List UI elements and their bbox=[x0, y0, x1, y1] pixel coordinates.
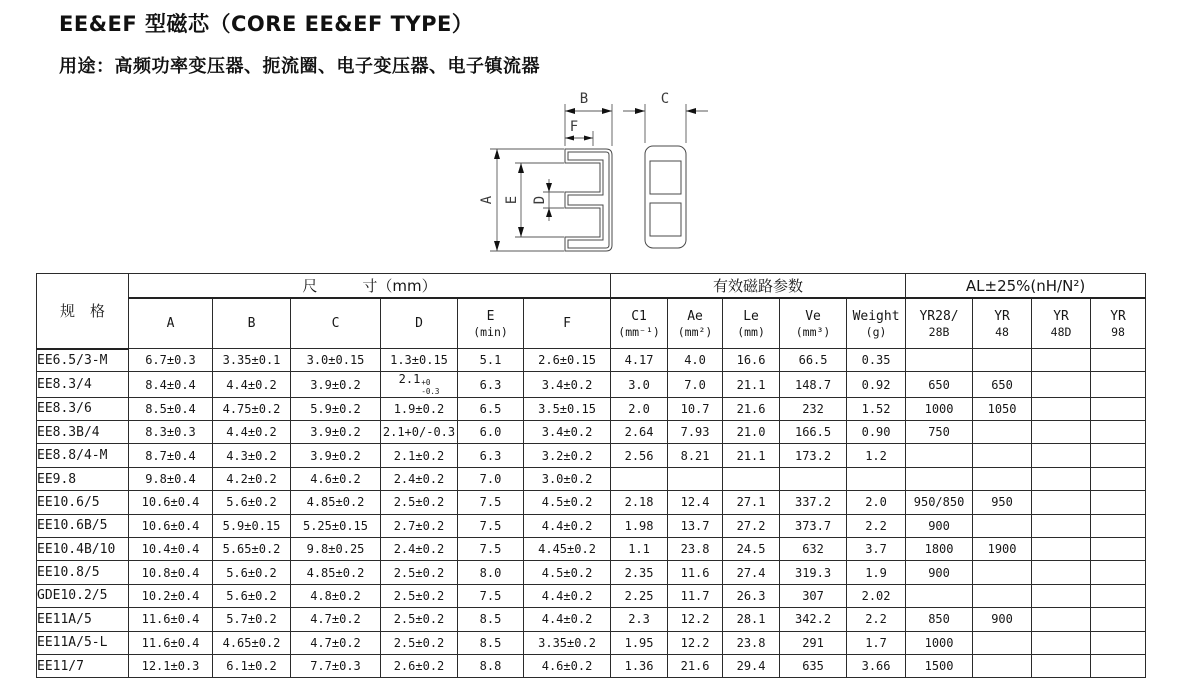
value-cell: 2.4±0.2 bbox=[381, 467, 458, 490]
value-cell: 3.7 bbox=[847, 537, 906, 560]
value-cell bbox=[611, 467, 668, 490]
col-header-f: F bbox=[524, 298, 611, 349]
col-header-yr48d: YR 48D bbox=[1032, 298, 1091, 349]
table-sub-header-row bbox=[37, 298, 1146, 349]
value-cell bbox=[906, 444, 973, 467]
value-cell: 1.9±0.2 bbox=[381, 397, 458, 420]
value-cell: 3.0±0.15 bbox=[291, 349, 381, 372]
value-cell: 10.2±0.4 bbox=[129, 584, 213, 607]
value-cell bbox=[1032, 537, 1091, 560]
value-cell: 6.5 bbox=[458, 397, 524, 420]
value-cell bbox=[973, 631, 1032, 654]
value-cell bbox=[1091, 537, 1146, 560]
value-cell bbox=[1091, 491, 1146, 514]
value-cell: 12.4 bbox=[668, 491, 723, 514]
value-cell: 4.7±0.2 bbox=[291, 631, 381, 654]
value-cell: 1.36 bbox=[611, 654, 668, 677]
value-cell: 337.2 bbox=[780, 491, 847, 514]
value-cell: 1800 bbox=[906, 537, 973, 560]
spec-name-cell: EE8.8/4-M bbox=[37, 444, 129, 467]
value-cell: 8.8 bbox=[458, 654, 524, 677]
value-cell: 3.0 bbox=[611, 372, 668, 397]
table-row bbox=[37, 349, 1146, 372]
value-cell bbox=[1091, 349, 1146, 372]
dim-label-b: B bbox=[579, 91, 589, 107]
value-cell bbox=[1032, 584, 1091, 607]
table-row bbox=[37, 372, 1146, 397]
spec-name-cell: GDE10.2/5 bbox=[37, 584, 129, 607]
value-cell bbox=[1091, 514, 1146, 537]
value-cell: 10.6±0.4 bbox=[129, 491, 213, 514]
value-cell bbox=[1032, 421, 1091, 444]
value-cell bbox=[1091, 372, 1146, 397]
value-cell bbox=[1091, 444, 1146, 467]
value-cell: 4.65±0.2 bbox=[213, 631, 291, 654]
value-cell bbox=[1091, 584, 1146, 607]
group-header-magnetic: 有效磁路参数 bbox=[611, 274, 906, 299]
table-row bbox=[37, 537, 1146, 560]
value-cell: 1500 bbox=[906, 654, 973, 677]
value-cell: 8.21 bbox=[668, 444, 723, 467]
value-cell: 5.1 bbox=[458, 349, 524, 372]
value-cell: 6.3 bbox=[458, 372, 524, 397]
dim-label-e: E bbox=[504, 195, 520, 205]
value-cell: 4.4±0.2 bbox=[213, 372, 291, 397]
value-cell: 21.0 bbox=[723, 421, 780, 444]
value-cell bbox=[906, 349, 973, 372]
value-cell: 8.0 bbox=[458, 561, 524, 584]
value-cell: 950/850 bbox=[906, 491, 973, 514]
value-cell: 4.45±0.2 bbox=[524, 537, 611, 560]
value-cell: 900 bbox=[906, 561, 973, 584]
value-cell bbox=[1032, 608, 1091, 631]
value-cell: 2.1+0/-0.3 bbox=[381, 421, 458, 444]
corner-header: 规 格 bbox=[37, 274, 129, 349]
value-cell: 9.8±0.25 bbox=[291, 537, 381, 560]
value-cell bbox=[1091, 561, 1146, 584]
table-row bbox=[37, 561, 1146, 584]
value-cell: 2.02 bbox=[847, 584, 906, 607]
value-cell: 1000 bbox=[906, 631, 973, 654]
value-cell: 4.17 bbox=[611, 349, 668, 372]
value-cell: 10.7 bbox=[668, 397, 723, 420]
value-cell bbox=[1032, 561, 1091, 584]
col-header-yr98: YR 98 bbox=[1091, 298, 1146, 349]
spec-name-cell: EE11A/5 bbox=[37, 608, 129, 631]
value-cell: 4.4±0.2 bbox=[524, 584, 611, 607]
value-cell: 7.5 bbox=[458, 514, 524, 537]
page-title: EE&EF 型磁芯（CORE EE&EF TYPE） bbox=[59, 12, 474, 36]
table-row bbox=[37, 491, 1146, 514]
value-cell: 900 bbox=[973, 608, 1032, 631]
spec-table bbox=[36, 273, 1146, 678]
value-cell: 4.5±0.2 bbox=[524, 561, 611, 584]
value-cell: 11.6±0.4 bbox=[129, 631, 213, 654]
value-cell: 21.1 bbox=[723, 444, 780, 467]
value-cell: 6.1±0.2 bbox=[213, 654, 291, 677]
value-cell bbox=[1032, 514, 1091, 537]
dimension-arrows bbox=[494, 108, 696, 251]
spec-name-cell: EE11/7 bbox=[37, 654, 129, 677]
value-cell bbox=[1032, 349, 1091, 372]
value-cell: 7.5 bbox=[458, 491, 524, 514]
value-cell: 11.6 bbox=[668, 561, 723, 584]
value-cell: 13.7 bbox=[668, 514, 723, 537]
value-cell: 148.7 bbox=[780, 372, 847, 397]
spec-name-cell: EE9.8 bbox=[37, 467, 129, 490]
value-cell: 1.3±0.15 bbox=[381, 349, 458, 372]
value-cell: 2.5±0.2 bbox=[381, 608, 458, 631]
value-cell bbox=[1091, 608, 1146, 631]
value-cell bbox=[847, 467, 906, 490]
col-header-c: C bbox=[291, 298, 381, 349]
value-cell: 291 bbox=[780, 631, 847, 654]
spec-name-cell: EE10.6B/5 bbox=[37, 514, 129, 537]
value-cell: 29.4 bbox=[723, 654, 780, 677]
value-cell: 2.25 bbox=[611, 584, 668, 607]
value-cell: 6.7±0.3 bbox=[129, 349, 213, 372]
table-row bbox=[37, 631, 1146, 654]
value-cell: 2.2 bbox=[847, 608, 906, 631]
spec-table-body bbox=[37, 349, 1146, 678]
value-cell: 66.5 bbox=[780, 349, 847, 372]
value-cell: 2.6±0.2 bbox=[381, 654, 458, 677]
value-cell bbox=[723, 467, 780, 490]
value-cell: 342.2 bbox=[780, 608, 847, 631]
value-cell: 21.1 bbox=[723, 372, 780, 397]
value-cell: 8.7±0.4 bbox=[129, 444, 213, 467]
value-cell: 4.4±0.2 bbox=[524, 608, 611, 631]
spec-name-cell: EE11A/5-L bbox=[37, 631, 129, 654]
value-cell: 900 bbox=[906, 514, 973, 537]
value-cell: 16.6 bbox=[723, 349, 780, 372]
value-cell: 3.2±0.2 bbox=[524, 444, 611, 467]
value-cell bbox=[973, 514, 1032, 537]
value-cell: 3.9±0.2 bbox=[291, 421, 381, 444]
value-cell: 2.35 bbox=[611, 561, 668, 584]
core-front-view bbox=[565, 149, 612, 251]
value-cell: 12.2 bbox=[668, 631, 723, 654]
value-cell bbox=[1091, 467, 1146, 490]
value-cell: 319.3 bbox=[780, 561, 847, 584]
value-cell bbox=[1032, 631, 1091, 654]
value-cell: 2.18 bbox=[611, 491, 668, 514]
value-cell bbox=[973, 654, 1032, 677]
value-cell: 4.3±0.2 bbox=[213, 444, 291, 467]
value-cell bbox=[973, 349, 1032, 372]
value-cell: 0.90 bbox=[847, 421, 906, 444]
spec-name-cell: EE10.6/5 bbox=[37, 491, 129, 514]
value-cell: 4.8±0.2 bbox=[291, 584, 381, 607]
dim-label-d: D bbox=[532, 195, 548, 205]
value-cell: 5.6±0.2 bbox=[213, 561, 291, 584]
value-cell: 1050 bbox=[973, 397, 1032, 420]
value-cell: 21.6 bbox=[668, 654, 723, 677]
value-cell: 650 bbox=[906, 372, 973, 397]
spec-name-cell: EE10.8/5 bbox=[37, 561, 129, 584]
value-cell: 12.1±0.3 bbox=[129, 654, 213, 677]
value-cell bbox=[906, 467, 973, 490]
col-header-b: B bbox=[213, 298, 291, 349]
value-cell: 26.3 bbox=[723, 584, 780, 607]
value-cell: 4.6±0.2 bbox=[524, 654, 611, 677]
value-cell: 0.35 bbox=[847, 349, 906, 372]
value-cell: 7.5 bbox=[458, 537, 524, 560]
value-cell bbox=[973, 584, 1032, 607]
value-cell: 2.64 bbox=[611, 421, 668, 444]
value-cell: 4.4±0.2 bbox=[524, 514, 611, 537]
value-cell: 650 bbox=[973, 372, 1032, 397]
col-header-le: Le (mm) bbox=[723, 298, 780, 349]
col-header-yr28-28b: YR28/ 28B bbox=[906, 298, 973, 349]
value-cell: 1.9 bbox=[847, 561, 906, 584]
spec-name-cell: EE8.3B/4 bbox=[37, 421, 129, 444]
spec-name-cell: EE6.5/3-M bbox=[37, 349, 129, 372]
value-cell: 27.2 bbox=[723, 514, 780, 537]
value-cell: 28.1 bbox=[723, 608, 780, 631]
value-cell bbox=[1032, 444, 1091, 467]
value-cell: 4.85±0.2 bbox=[291, 561, 381, 584]
value-cell bbox=[1032, 372, 1091, 397]
col-header-e-min: E (min) bbox=[458, 298, 524, 349]
value-cell: 5.6±0.2 bbox=[213, 491, 291, 514]
value-cell: 7.7±0.3 bbox=[291, 654, 381, 677]
value-cell: 7.0 bbox=[668, 372, 723, 397]
value-cell: 3.35±0.2 bbox=[524, 631, 611, 654]
col-header-ve: Ve (mm³) bbox=[780, 298, 847, 349]
value-cell: 373.7 bbox=[780, 514, 847, 537]
value-cell: 5.25±0.15 bbox=[291, 514, 381, 537]
value-cell: 27.4 bbox=[723, 561, 780, 584]
value-cell: 5.65±0.2 bbox=[213, 537, 291, 560]
value-cell bbox=[1032, 491, 1091, 514]
value-cell bbox=[973, 444, 1032, 467]
value-cell: 1.98 bbox=[611, 514, 668, 537]
value-cell: 5.7±0.2 bbox=[213, 608, 291, 631]
value-cell: 5.6±0.2 bbox=[213, 584, 291, 607]
value-cell: 4.6±0.2 bbox=[291, 467, 381, 490]
value-cell bbox=[973, 421, 1032, 444]
dim-label-a: A bbox=[479, 195, 495, 205]
table-row bbox=[37, 584, 1146, 607]
col-header-c1: C1 (mm⁻¹) bbox=[611, 298, 668, 349]
value-cell: 3.9±0.2 bbox=[291, 444, 381, 467]
value-cell: 7.0 bbox=[458, 467, 524, 490]
value-cell: 1.7 bbox=[847, 631, 906, 654]
value-cell bbox=[1091, 631, 1146, 654]
col-header-a: A bbox=[129, 298, 213, 349]
value-cell: 635 bbox=[780, 654, 847, 677]
value-cell: 232 bbox=[780, 397, 847, 420]
value-cell: 2.6±0.15 bbox=[524, 349, 611, 372]
value-cell: 4.0 bbox=[668, 349, 723, 372]
spec-name-cell: EE8.3/6 bbox=[37, 397, 129, 420]
value-cell bbox=[1032, 467, 1091, 490]
value-cell: 307 bbox=[780, 584, 847, 607]
spec-name-cell: EE10.4B/10 bbox=[37, 537, 129, 560]
value-cell: 8.5 bbox=[458, 608, 524, 631]
usage-line: 用途：高频功率变压器、扼流圈、电子变压器、电子镇流器 bbox=[59, 56, 540, 77]
value-cell: 4.5±0.2 bbox=[524, 491, 611, 514]
value-cell: 8.5 bbox=[458, 631, 524, 654]
value-cell bbox=[1032, 654, 1091, 677]
value-cell: 3.66 bbox=[847, 654, 906, 677]
value-cell: 8.3±0.3 bbox=[129, 421, 213, 444]
table-row bbox=[37, 608, 1146, 631]
value-cell bbox=[973, 561, 1032, 584]
value-cell: 27.1 bbox=[723, 491, 780, 514]
value-cell: 3.9±0.2 bbox=[291, 372, 381, 397]
value-cell: 3.5±0.15 bbox=[524, 397, 611, 420]
value-cell bbox=[1091, 654, 1146, 677]
value-cell: 7.5 bbox=[458, 584, 524, 607]
col-header-d: D bbox=[381, 298, 458, 349]
value-cell bbox=[1091, 421, 1146, 444]
value-cell: 12.2 bbox=[668, 608, 723, 631]
table-row bbox=[37, 421, 1146, 444]
value-cell: 2.4±0.2 bbox=[381, 537, 458, 560]
value-cell: 4.4±0.2 bbox=[213, 421, 291, 444]
table-row bbox=[37, 514, 1146, 537]
value-cell: 5.9±0.15 bbox=[213, 514, 291, 537]
col-header-ae: Ae (mm²) bbox=[668, 298, 723, 349]
spec-name-cell: EE8.3/4 bbox=[37, 372, 129, 397]
table-group-header-row bbox=[37, 274, 1146, 299]
value-cell bbox=[973, 467, 1032, 490]
dim-label-c: C bbox=[660, 91, 670, 107]
value-cell: 4.7±0.2 bbox=[291, 608, 381, 631]
core-dimension-diagram bbox=[460, 86, 730, 272]
value-cell bbox=[906, 584, 973, 607]
value-cell: 2.5±0.2 bbox=[381, 631, 458, 654]
col-header-yr48: YR 48 bbox=[973, 298, 1032, 349]
value-cell: 850 bbox=[906, 608, 973, 631]
value-cell: 8.5±0.4 bbox=[129, 397, 213, 420]
value-cell: 21.6 bbox=[723, 397, 780, 420]
value-cell: 1900 bbox=[973, 537, 1032, 560]
table-row bbox=[37, 397, 1146, 420]
value-cell: 4.85±0.2 bbox=[291, 491, 381, 514]
value-cell: 2.56 bbox=[611, 444, 668, 467]
value-cell: 2.7±0.2 bbox=[381, 514, 458, 537]
value-cell: 0.92 bbox=[847, 372, 906, 397]
value-cell: 1.95 bbox=[611, 631, 668, 654]
value-cell bbox=[780, 467, 847, 490]
value-cell: 3.4±0.2 bbox=[524, 421, 611, 444]
col-header-weight: Weight (g) bbox=[847, 298, 906, 349]
value-cell: 4.2±0.2 bbox=[213, 467, 291, 490]
value-cell: 7.93 bbox=[668, 421, 723, 444]
value-cell: 4.75±0.2 bbox=[213, 397, 291, 420]
group-header-dimensions: 尺 寸（mm） bbox=[129, 274, 611, 299]
value-cell: 2.5±0.2 bbox=[381, 491, 458, 514]
group-header-al: AL±25%(nH/N²) bbox=[906, 274, 1146, 299]
value-cell: 8.4±0.4 bbox=[129, 372, 213, 397]
value-cell: 2.1 +0 -0.3 bbox=[381, 372, 458, 397]
value-cell bbox=[1032, 397, 1091, 420]
value-cell: 2.5±0.2 bbox=[381, 561, 458, 584]
value-cell: 173.2 bbox=[780, 444, 847, 467]
value-cell: 10.4±0.4 bbox=[129, 537, 213, 560]
value-cell: 750 bbox=[906, 421, 973, 444]
value-cell: 11.6±0.4 bbox=[129, 608, 213, 631]
value-cell: 23.8 bbox=[668, 537, 723, 560]
value-cell: 2.2 bbox=[847, 514, 906, 537]
value-cell: 9.8±0.4 bbox=[129, 467, 213, 490]
value-cell: 10.8±0.4 bbox=[129, 561, 213, 584]
value-cell: 23.8 bbox=[723, 631, 780, 654]
value-cell: 3.35±0.1 bbox=[213, 349, 291, 372]
value-cell: 632 bbox=[780, 537, 847, 560]
value-cell: 5.9±0.2 bbox=[291, 397, 381, 420]
value-cell: 1000 bbox=[906, 397, 973, 420]
value-cell: 3.0±0.2 bbox=[524, 467, 611, 490]
value-cell: 6.0 bbox=[458, 421, 524, 444]
value-cell: 2.5±0.2 bbox=[381, 584, 458, 607]
value-cell bbox=[668, 467, 723, 490]
value-cell: 2.3 bbox=[611, 608, 668, 631]
value-cell: 166.5 bbox=[780, 421, 847, 444]
value-cell: 24.5 bbox=[723, 537, 780, 560]
table-row bbox=[37, 467, 1146, 490]
value-cell: 1.1 bbox=[611, 537, 668, 560]
value-cell: 3.4±0.2 bbox=[524, 372, 611, 397]
core-side-view bbox=[645, 146, 686, 248]
value-cell bbox=[1091, 397, 1146, 420]
table-row bbox=[37, 444, 1146, 467]
value-cell: 2.0 bbox=[611, 397, 668, 420]
dim-label-f: F bbox=[569, 119, 579, 135]
value-cell: 10.6±0.4 bbox=[129, 514, 213, 537]
value-cell: 2.0 bbox=[847, 491, 906, 514]
value-cell: 950 bbox=[973, 491, 1032, 514]
value-cell: 11.7 bbox=[668, 584, 723, 607]
value-cell: 1.2 bbox=[847, 444, 906, 467]
table-row bbox=[37, 654, 1146, 677]
value-cell: 1.52 bbox=[847, 397, 906, 420]
value-cell: 6.3 bbox=[458, 444, 524, 467]
value-cell: 2.1±0.2 bbox=[381, 444, 458, 467]
